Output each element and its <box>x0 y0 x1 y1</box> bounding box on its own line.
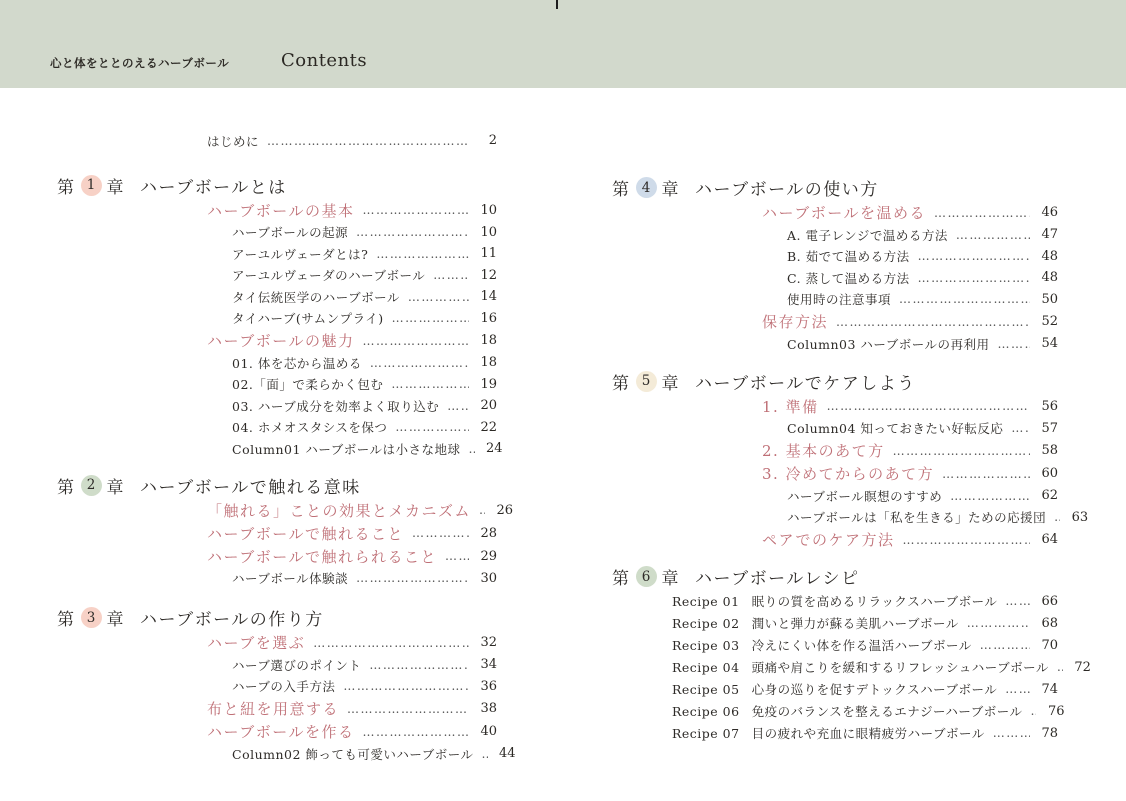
chapter-heading <box>57 604 497 631</box>
dot-leader <box>354 203 469 217</box>
chapter-title: ハーブボールとは <box>140 177 287 198</box>
chapter-title: ハーブボールで触れる意味 <box>140 477 361 498</box>
contents-title: Contents <box>281 50 368 71</box>
toc-entry <box>57 743 516 765</box>
toc-entry <box>612 656 1091 678</box>
chapter-number-circle: 4 <box>636 177 657 198</box>
dot-leader <box>819 399 1030 413</box>
page-number: 47 <box>1041 227 1058 243</box>
toc-entry-label: Column03 ハーブボールの再利用 <box>787 336 990 352</box>
chapter-title: ハーブボールレシピ <box>695 569 860 589</box>
dot-leader <box>368 247 469 261</box>
dot-leader <box>885 444 1030 458</box>
crop-mark <box>556 0 558 9</box>
chapter-heading <box>57 172 497 199</box>
toc-entry-label: 目の疲れや充血に眼精疲労ハーブボール <box>751 726 985 741</box>
dot-leader <box>474 747 488 761</box>
toc-entry-label: ハーブ選びのポイント <box>232 657 362 673</box>
chapter-heading <box>57 472 497 499</box>
page-number: 56 <box>1041 398 1058 414</box>
toc-entry <box>612 678 1058 700</box>
dot-leader <box>1003 421 1030 435</box>
page-number: 2 <box>488 133 497 149</box>
toc-entry <box>612 224 1058 246</box>
toc-entry-label: ハーブボール体験談 <box>232 571 349 587</box>
dot-leader <box>404 526 469 540</box>
chapter-suffix: 章 <box>661 569 680 589</box>
toc-entry <box>612 201 1058 224</box>
page-number: 64 <box>1041 532 1058 547</box>
page-number: 58 <box>1041 443 1058 458</box>
chapter-suffix: 章 <box>106 477 125 498</box>
toc-entry-label: ハーブを選ぶ <box>207 634 306 652</box>
toc-entry-label: 心身の巡りを促すデトックスハーブボール <box>751 682 998 697</box>
chapter-number-circle: 2 <box>81 475 102 496</box>
page-number: 48 <box>1041 270 1058 286</box>
chapter-heading <box>612 174 1058 201</box>
dot-leader <box>461 442 475 456</box>
page-number: 28 <box>480 525 497 541</box>
toc-entry <box>57 654 497 676</box>
toc-entry <box>57 265 497 287</box>
toc-entry-label: ハーブボールの基本 <box>207 201 355 220</box>
toc-entry-label: ハーブボールの起源 <box>232 225 349 241</box>
toc-entry <box>57 243 497 265</box>
toc-entry <box>57 438 503 460</box>
page-number: 12 <box>480 267 497 283</box>
toc-entry <box>57 545 497 568</box>
page-number: 11 <box>480 246 497 262</box>
page-number: 38 <box>480 701 497 716</box>
dot-leader <box>425 268 469 282</box>
toc-entry-label: A. 電子レンジで温める方法 <box>787 227 948 243</box>
page-number: 68 <box>1041 615 1058 631</box>
dot-leader <box>437 549 469 563</box>
dot-leader <box>910 271 1030 285</box>
toc-entry-label: ハーブボールは「私を生きる」ための応援団 <box>787 510 1047 526</box>
toc-entry <box>612 395 1058 418</box>
toc-entry <box>612 418 1058 440</box>
page-number: 60 <box>1041 466 1058 481</box>
chapter-heading <box>612 563 1058 590</box>
dot-leader <box>439 399 469 413</box>
toc-entry-label: タイハーブ(サムンプライ) <box>232 311 384 327</box>
toc-entry <box>57 199 497 222</box>
page-number: 36 <box>480 678 497 694</box>
page-number: 63 <box>1071 509 1089 525</box>
toc-entry-label: Column04 知っておきたい好転反応 <box>787 421 1004 437</box>
toc-entry <box>612 722 1058 744</box>
toc-entry <box>57 329 497 352</box>
dot-leader <box>471 503 485 517</box>
page-number: 62 <box>1041 488 1058 504</box>
toc-entry-label: 布と紐を用意する <box>207 700 340 718</box>
toc-entry <box>57 522 497 545</box>
toc-entry-label: ハーブの入手方法 <box>232 679 336 695</box>
toc-entry <box>612 507 1089 529</box>
toc-entry <box>612 310 1058 333</box>
dot-leader <box>362 356 469 370</box>
dot-leader <box>990 337 1030 351</box>
toc-entry-label: 免疫のバランスを整えるエナジーハーブボール <box>751 704 1023 719</box>
page-number: 30 <box>480 570 497 586</box>
toc-entry-label: 頭痛や肩こりを緩和するリフレッシュハーブボール <box>751 660 1049 675</box>
toc-entry-label: 「触れる」ことの効果とメカニズム <box>207 501 472 520</box>
toc-entry <box>612 634 1058 656</box>
toc-entry <box>612 267 1058 289</box>
page-number: 72 <box>1074 659 1091 675</box>
toc-entry <box>612 439 1058 462</box>
page-number: 78 <box>1041 725 1058 741</box>
chapter-title: ハーブボールでケアしよう <box>695 373 916 394</box>
dot-leader <box>942 489 1030 503</box>
page-number: 19 <box>480 376 497 392</box>
dot-leader <box>1046 510 1060 524</box>
toc-entry <box>612 528 1058 551</box>
chapter-suffix: 章 <box>661 180 680 200</box>
chapter-prefix: 第 <box>612 373 631 394</box>
dot-leader <box>354 725 469 739</box>
dot-leader <box>339 702 469 716</box>
toc-entry-label: Column02 飾っても可愛いハーブボール <box>232 746 474 762</box>
page-number: 54 <box>1041 336 1058 352</box>
dot-leader <box>926 206 1030 220</box>
chapter-suffix: 章 <box>106 177 125 198</box>
toc-entry-label: 2. 基本のあて方 <box>762 442 885 460</box>
page-number: 50 <box>1041 291 1058 307</box>
toc-entry-label: Column01 ハーブボールは小さな地球 <box>232 441 461 457</box>
toc-entry-label: 保存方法 <box>762 313 829 331</box>
toc-entry <box>612 462 1058 485</box>
toc-entry-label: 04. ホメオスタシスを保つ <box>232 420 388 436</box>
chapter-number-circle: 6 <box>636 566 657 587</box>
toc-entry-label: B. 茹でて温める方法 <box>787 249 910 265</box>
page-number: 32 <box>480 635 497 650</box>
toc-entry-label: ハーブボールを温める <box>762 204 926 222</box>
toc-entry-label: タイ伝統医学のハーブボール <box>232 289 400 305</box>
dot-leader <box>305 636 469 650</box>
toc-entry <box>57 568 497 590</box>
toc-entry <box>57 697 497 720</box>
toc-entry-label: 潤いと弾力が蘇る美肌ハーブボール <box>751 616 959 631</box>
toc-column-right <box>612 174 1091 744</box>
toc-entry-label: ハーブボールで触れられること <box>207 547 437 566</box>
toc-entry <box>57 308 497 330</box>
page-number: 22 <box>480 419 497 435</box>
dot-leader <box>387 420 469 434</box>
page-number: 44 <box>499 746 516 762</box>
dot-leader <box>972 638 1030 652</box>
toc-entry <box>57 352 497 374</box>
toc-column-left <box>57 130 516 765</box>
page-number: 46 <box>1041 205 1058 220</box>
page-number: 24 <box>486 441 503 457</box>
page-number: 34 <box>480 657 497 673</box>
dot-leader <box>383 377 469 391</box>
toc-entry-prefix: Recipe 06 <box>672 703 740 719</box>
page-number: 40 <box>480 724 497 739</box>
toc-entry-label: アーユルヴェーダとは? <box>232 246 369 262</box>
dot-leader <box>361 658 469 672</box>
toc-entry <box>612 485 1058 507</box>
toc-entry-label: 使用時の注意事項 <box>787 292 892 308</box>
dot-leader <box>348 225 469 239</box>
toc-entry-label: アーユルヴェーダのハーブボール <box>232 268 426 284</box>
dot-leader <box>259 134 469 148</box>
toc-entry-prefix: Recipe 03 <box>672 637 740 653</box>
chapter-title: ハーブボールの使い方 <box>695 180 879 200</box>
chapter-prefix: 第 <box>57 177 76 198</box>
page-number: 70 <box>1041 637 1058 653</box>
chapter-number-circle: 1 <box>81 175 102 196</box>
toc-entry-label: 眠りの質を高めるリラックスハーブボール <box>751 594 998 609</box>
toc-entry-prefix: Recipe 07 <box>672 725 740 741</box>
toc-entry-label: ハーブボールで触れること <box>207 524 404 543</box>
toc-entry <box>57 286 497 308</box>
toc-entry-label: 02.「面」で柔らかく包む <box>232 377 384 393</box>
dot-leader <box>348 571 469 585</box>
toc-entry <box>612 700 1065 722</box>
toc-entry-label: ハーブボールの魅力 <box>207 332 355 350</box>
toc-entry-prefix: Recipe 01 <box>672 593 740 609</box>
page-number: 18 <box>480 355 497 371</box>
dot-leader <box>959 616 1030 630</box>
toc-entry <box>57 499 514 522</box>
page-number: 74 <box>1041 681 1058 697</box>
page-header <box>0 0 1126 88</box>
dot-leader <box>948 228 1030 242</box>
dot-leader <box>934 467 1030 481</box>
page-number: 16 <box>480 310 497 326</box>
dot-leader <box>910 249 1030 263</box>
dot-leader <box>335 679 469 693</box>
chapter-number-circle: 3 <box>81 607 102 628</box>
chapter-prefix: 第 <box>57 610 76 630</box>
toc-entry-label: 01. 体を芯から温める <box>232 355 362 371</box>
page-number: 18 <box>480 333 497 348</box>
dot-leader <box>354 334 469 348</box>
dot-leader <box>828 315 1030 329</box>
dot-leader <box>985 726 1030 740</box>
toc-entry <box>612 289 1058 311</box>
chapter-prefix: 第 <box>612 180 631 200</box>
page-number: 52 <box>1041 314 1058 329</box>
toc-entry-label: C. 蒸して温める方法 <box>787 270 910 286</box>
chapter-prefix: 第 <box>612 569 631 589</box>
page-number: 10 <box>480 202 497 218</box>
dot-leader <box>384 311 469 325</box>
dot-leader <box>997 594 1030 608</box>
toc-entry <box>57 631 497 654</box>
dot-leader <box>1049 660 1063 674</box>
page-number: 26 <box>496 502 514 518</box>
page-number: 48 <box>1041 248 1058 264</box>
dot-leader <box>400 290 469 304</box>
page-number: 14 <box>480 289 497 305</box>
toc-entry <box>612 333 1058 355</box>
dot-leader <box>1022 704 1036 718</box>
toc-entry <box>57 676 497 698</box>
toc-entry-prefix: Recipe 05 <box>672 681 740 697</box>
toc-entry <box>57 222 497 244</box>
page-number: 76 <box>1047 703 1065 719</box>
page-number: 10 <box>480 224 497 240</box>
dot-leader <box>894 533 1030 547</box>
page-number: 29 <box>480 548 497 564</box>
toc-entry-label: はじめに <box>207 133 260 149</box>
chapter-heading <box>612 368 1058 395</box>
toc-entry <box>57 395 497 417</box>
toc-entry-prefix: Recipe 02 <box>672 615 740 631</box>
toc-entry <box>57 417 497 439</box>
page-number: 66 <box>1041 593 1058 609</box>
toc-entry <box>612 246 1058 268</box>
dot-leader <box>997 682 1030 696</box>
book-title: 心と体をととのえるハーブボール <box>50 56 230 70</box>
toc-entry-label: ペアでのケア方法 <box>762 531 895 549</box>
chapter-suffix: 章 <box>106 610 125 630</box>
toc-entry-prefix: Recipe 04 <box>672 659 740 675</box>
toc-entry <box>57 130 497 152</box>
toc-entry-label: ハーブボール瞑想のすすめ <box>787 488 943 504</box>
chapter-title: ハーブボールの作り方 <box>140 610 324 630</box>
chapter-prefix: 第 <box>57 477 76 498</box>
toc-entry-label: 03. ハーブ成分を効率よく取り込む <box>232 398 440 414</box>
toc-entry <box>612 590 1058 612</box>
toc-entry-label: 1. 準備 <box>762 397 819 416</box>
toc-entry <box>57 374 497 396</box>
dot-leader <box>891 292 1030 306</box>
toc-entry-label: 3. 冷めてからのあて方 <box>762 465 935 483</box>
toc-entry <box>612 612 1058 634</box>
chapter-number-circle: 5 <box>636 371 657 392</box>
toc-entry-label: 冷えにくい体を作る温活ハーブボール <box>751 638 972 653</box>
page-number: 20 <box>480 398 497 414</box>
chapter-suffix: 章 <box>661 373 680 394</box>
toc-entry <box>57 720 497 743</box>
page-number: 57 <box>1041 420 1058 436</box>
toc-entry-label: ハーブボールを作る <box>207 723 355 741</box>
